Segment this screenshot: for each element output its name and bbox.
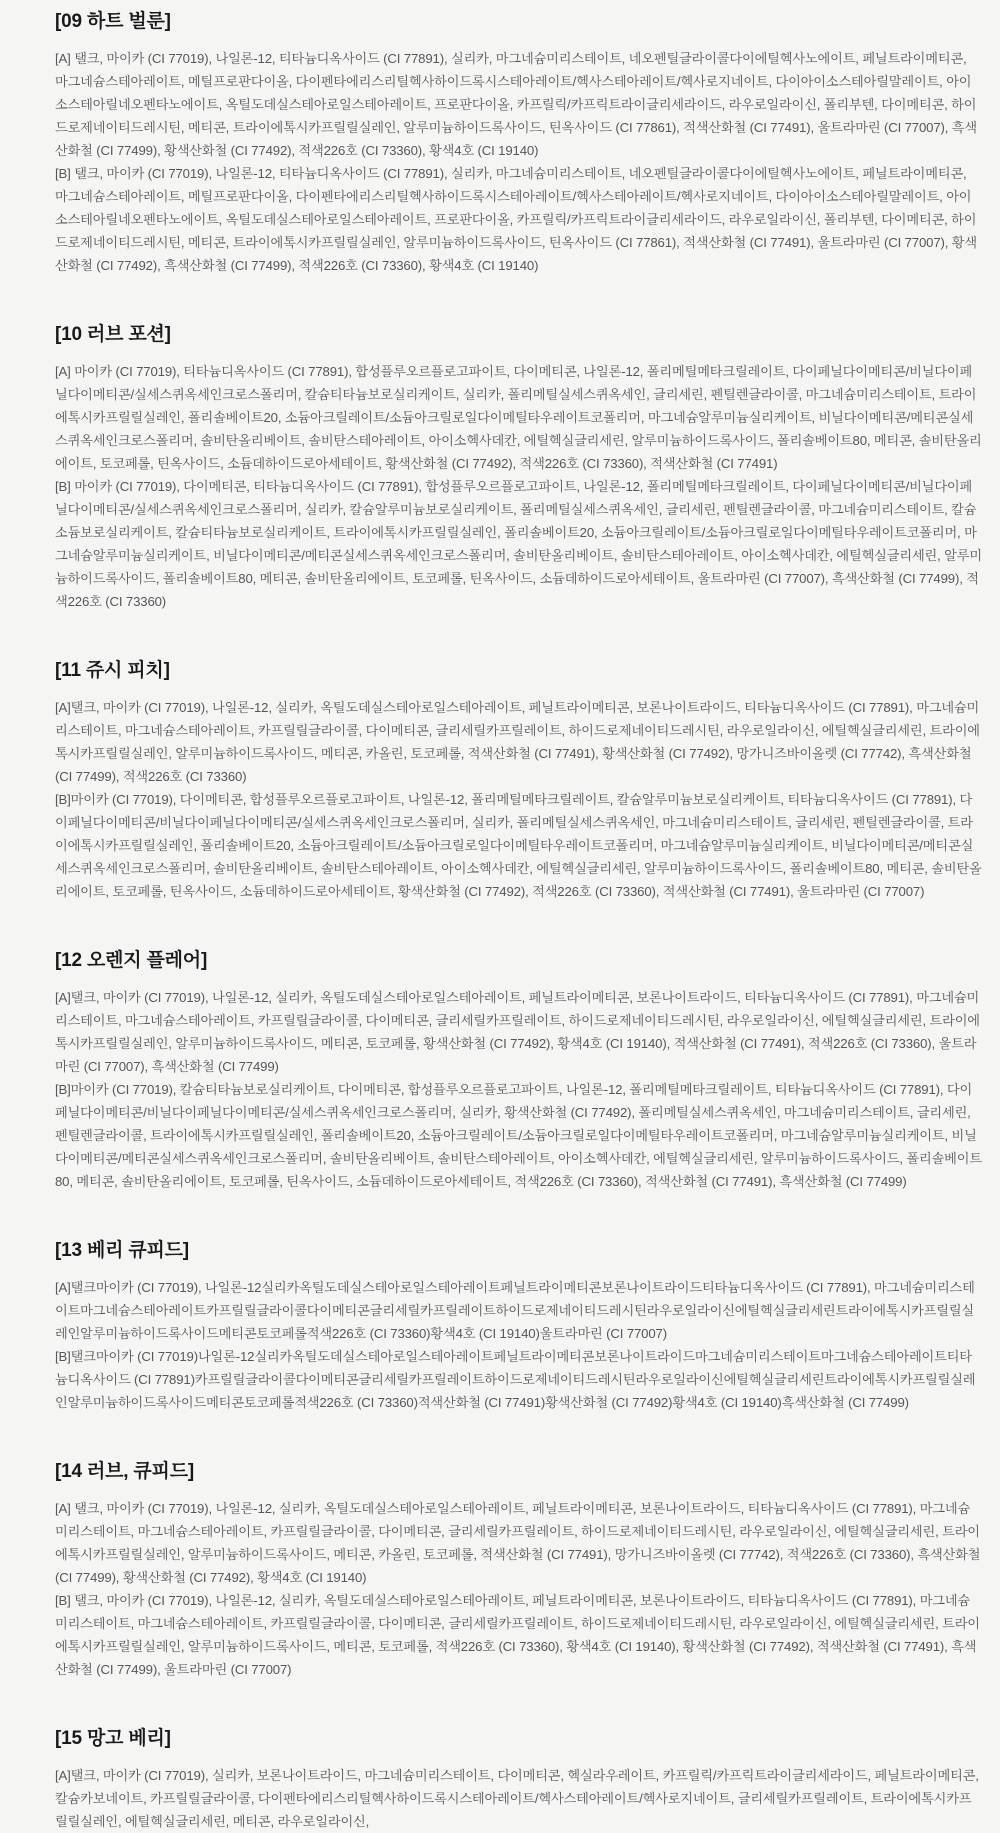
- ingredient-list-b: [B] 탤크, 마이카 (CI 77019), 나일론-12, 티타늄디옥사이드 (CI 77891), 실리카, 마그네슘미리스테이트, 네오펜틸글라이콜다이에틸헥사노에이트, 페닐트라이메티콘, 마그네슘스테아레이트, 메틸프로판다이올, 다이펜타에리스리틸헥사하이드록시스테아레이트/헥사스테아레이트/헥사로지네이트, 다이아이소스테아릴말레이트, 아이소스테아릴네오펜타노에이트, 옥틸도데실스테아로일스테아레이트, 프로판다이올, 카프릴릭/카프릭트라이글리세라이드, 라우로일라이신, 폴리부텐, 다이메티콘, 하이드로제네이티드레시틴, 메티콘, 트라이에톡시카프릴릴실레인, 알루미늄하이드록사이드, 틴옥사이드 (CI 77861), 적색산화철 (CI 77491), 울트라마린 (CI 77007), 황색산화철 (CI 77492), 흑색산화철 (CI 77499), 적색226호 (CI 73360), 황색4호 (CI 19140): [55, 166, 977, 273]
- section-10-love-potion: [55, 323, 982, 613]
- ingredient-list-a: [A]탤크, 마이카 (CI 77019), 나일론-12, 실리카, 옥틸도데실스테아로일스테아레이트, 페닐트라이메티콘, 보론나이트라이드, 티타늄디옥사이드 (CI 77891), 마그네슘미리스테이트, 마그네슘스테아레이트, 카프릴릴글라이콜, 다이메티콘, 글리세릴카프릴레이트, 하이드로제네이티드레시틴, 라우로일라이신, 에틸헥실글리세린, 트라이에톡시카프릴릴실레인, 알루미늄하이드록사이드, 메티콘, 카올린, 토코페롤, 적색산화철 (CI 77491), 황색산화철 (CI 77492), 망가니즈바이올렛 (CI 77742), 흑색산화철 (CI 77499), 적색226호 (CI 73360): [55, 700, 980, 784]
- section-09-heart-balloon: [55, 10, 982, 277]
- section-title: [13 베리 큐피드]: [55, 1240, 189, 1261]
- section-title: [10 러브 포션]: [55, 324, 171, 345]
- section-12-orange-flare: [55, 949, 982, 1193]
- ingredient-list-b: [B]탤크마이카 (CI 77019)나일론-12실리카옥틸도데실스테아로일스테아레이트페닐트라이메티콘보론나이트라이드마그네슘미리스테이트마그네슘스테아레이트티타늄디옥사이드 (CI 77891)카프릴릴글라이콜다이메티콘글리세릴카프릴레이트하이드로제네이티드레시틴라우로일라이신에틸헥실글리세린트라이에톡시카프릴릴실레인알루미늄하이드록사이드메티콘토코페롤적색226호 (CI 73360)적색산화철 (CI 77491)황색산화철 (CI 77492)황색4호 (CI 19140)흑색산화철 (CI 77499): [55, 1349, 976, 1410]
- section-title: [09 하트 벌룬]: [55, 11, 171, 32]
- ingredient-list-b: [B]마이카 (CI 77019), 칼슘티타늄보로실리케이트, 다이메티콘, 합성플루오르플로고파이트, 나일론-12, 폴리메틸메타크릴레이트, 티타늄디옥사이드 (CI 77891), 다이페닐다이메티콘/비닐다이페닐다이메티콘/실세스퀴옥세인크로스폴리머, 실리카, 황색산화철 (CI 77492), 폴리메틸실세스퀴옥세인, 마그네슘미리스테이트, 글리세린, 펜틸렌글라이콜, 트라이에톡시카프릴릴실레인, 폴리솔베이트20, 소듐아크릴레이트/소듐아크릴로일다이메틸타우레이트코폴리머, 마그네슘알루미늄실리케이트, 비닐다이메티콘/메티콘실세스퀴옥세인크로스폴리머, 솔비탄올리베이트, 솔비탄스테아레이트, 아이소헥사데칸, 에틸헥실글리세린, 알루미늄하이드록사이드, 폴리솔베이트80, 메티콘, 솔비탄올리에이트, 토코페롤, 틴옥사이드, 소듐데하이드로아세테이트, 적색226호 (CI 73360), 적색산화철 (CI 77491), 흑색산화철 (CI 77499): [55, 1082, 982, 1189]
- section-title: [14 러브, 큐피드]: [55, 1461, 194, 1482]
- section-13-berry-cupid: [55, 1239, 982, 1414]
- section-title: [12 오렌지 플레어]: [55, 950, 208, 971]
- section-11-juicy-peach: [55, 659, 982, 903]
- section-title: [11 쥬시 피치]: [55, 660, 170, 681]
- section-title: [15 망고 베리]: [55, 1728, 171, 1749]
- section-14-love-cupid: [55, 1460, 982, 1681]
- ingredient-list-b: [B]마이카 (CI 77019), 다이메티콘, 합성플루오르플로고파이트, 나일론-12, 폴리메틸메타크릴레이트, 칼슘알루미늄보로실리케이트, 티타늄디옥사이드 (CI 77891), 다이페닐다이메티콘/비닐다이페닐다이메티콘/실세스퀴옥세인크로스폴리머, 실리카, 폴리메틸실세스퀴옥세인, 마그네슘미리스테이트, 글리세린, 펜틸렌글라이콜, 트라이에톡시카프릴릴실레인, 폴리솔베이트20, 소듐아크릴레이트/소듐아크릴로일다이메틸타우레이트코폴리머, 마그네슘알루미늄실리케이트, 비닐다이메티콘/메티콘실세스퀴옥세인크로스폴리머, 솔비탄올리베이트, 솔비탄스테아레이트, 아이소헥사데칸, 에틸헥실글리세린, 알루미늄하이드록사이드, 폴리솔베이트80, 메티콘, 솔비탄올리에이트, 토코페롤, 틴옥사이드, 소듐데하이드로아세테이트, 황색산화철 (CI 77492), 적색226호 (CI 73360), 적색산화철 (CI 77491), 울트라마린 (CI 77007): [55, 792, 982, 899]
- ingredient-list-a: [A]탤크, 마이카 (CI 77019), 나일론-12, 실리카, 옥틸도데실스테아로일스테아레이트, 페닐트라이메티콘, 보론나이트라이드, 티타늄디옥사이드 (CI 77891), 마그네슘미리스테이트, 마그네슘스테아레이트, 카프릴릴글라이콜, 다이메티콘, 글리세릴카프릴레이트, 하이드로제네이티드레시틴, 라우로일라이신, 에틸헥실글리세린, 트라이에톡시카프릴릴실레인, 알루미늄하이드록사이드, 메티콘, 토코페롤, 황색산화철 (CI 77492), 황색4호 (CI 19140), 적색산화철 (CI 77491), 적색226호 (CI 73360), 울트라마린 (CI 77007), 흑색산화철 (CI 77499): [55, 990, 980, 1074]
- ingredient-list-a: [A]탤크, 마이카 (CI 77019), 실리카, 보론나이트라이드, 마그네슘미리스테이트, 다이메티콘, 헥실라우레이트, 카프릴릭/카프릭트라이글리세라이드, 페닐트라이메티콘, 칼슘카보네이트, 카프릴릴글라이콜, 다이펜타에리스리틸헥사하이드록시스테아레이트/헥사스테아레이트/헥사로지네이트, 글리세릴카프릴레이트, 트라이에톡시카프릴릴실레인, 에틸헥실글리세린, 메티콘, 라우로일라이신,: [55, 1768, 979, 1829]
- section-15-mango-berry: [55, 1727, 982, 1833]
- ingredient-list-a: [A] 탤크, 마이카 (CI 77019), 나일론-12, 실리카, 옥틸도데실스테아로일스테아레이트, 페닐트라이메티콘, 보론나이트라이드, 티타늄디옥사이드 (CI 77891), 마그네슘미리스테이트, 마그네슘스테아레이트, 카프릴릴글라이콜, 다이메티콘, 글리세릴카프릴레이트, 하이드로제네이티드레시틴, 라우로일라이신, 에틸헥실글리세린, 트라이에톡시카프릴릴실레인, 알루미늄하이드록사이드, 메티콘, 카올린, 토코페롤, 적색산화철 (CI 77491), 망가니즈바이올렛 (CI 77742), 적색226호 (CI 73360), 흑색산화철 (CI 77499), 황색산화철 (CI 77492), 황색4호 (CI 19140): [55, 1501, 981, 1585]
- ingredient-list-b: [B] 탤크, 마이카 (CI 77019), 나일론-12, 실리카, 옥틸도데실스테아로일스테아레이트, 페닐트라이메티콘, 보론나이트라이드, 티타늄디옥사이드 (CI 77891), 마그네슘미리스테이트, 마그네슘스테아레이트, 카프릴릴글라이콜, 다이메티콘, 글리세릴카프릴레이트, 하이드로제네이티드레시틴, 라우로일라이신, 에틸헥실글리세린, 트라이에톡시카프릴릴실레인, 알루미늄하이드록사이드, 메티콘, 토코페롤, 적색226호 (CI 73360), 황색4호 (CI 19140), 황색산화철 (CI 77492), 적색산화철 (CI 77491), 흑색산화철 (CI 77499), 울트라마린 (CI 77007): [55, 1593, 980, 1677]
- ingredient-list-a: [A]탤크마이카 (CI 77019), 나일론-12실리카옥틸도데실스테아로일스테아레이트페닐트라이메티콘보론나이트라이드티타늄디옥사이드 (CI 77891), 마그네슘미리스테이트마그네슘스테아레이트카프릴릴글라이콜다이메티콘글리세릴카프릴레이트하이드로제네이티드레시틴라우로일라이신에틸헥실글리세린트라이에톡시카프릴릴실레인알루미늄하이드록사이드메티콘토코페롤적색226호 (CI 73360)황색4호 (CI 19140)울트라마린 (CI 77007): [55, 1280, 975, 1341]
- ingredient-list-a: [A] 탤크, 마이카 (CI 77019), 나일론-12, 티타늄디옥사이드 (CI 77891), 실리카, 마그네슘미리스테이트, 네오펜틸글라이콜다이에틸헥사노에이트, 페닐트라이메티콘, 마그네슘스테아레이트, 메틸프로판다이올, 다이펜타에리스리틸헥사하이드록시스테아레이트/헥사스테아레이트/헥사로지네이트, 다이아이소스테아릴말레이트, 아이소스테아릴네오펜타노에이트, 옥틸도데실스테아로일스테아레이트, 프로판다이올, 카프릴릭/카프릭트라이글리세라이드, 라우로일라이신, 폴리부텐, 다이메티콘, 하이드로제네이티드레시틴, 메티콘, 트라이에톡시카프릴릴실레인, 알루미늄하이드록사이드, 틴옥사이드 (CI 77861), 적색산화철 (CI 77491), 울트라마린 (CI 77007), 흑색산화철 (CI 77499), 황색산화철 (CI 77492), 적색226호 (CI 73360), 황색4호 (CI 19140): [55, 51, 977, 158]
- ingredient-list-b: [B] 마이카 (CI 77019), 다이메티콘, 티타늄디옥사이드 (CI 77891), 합성플루오르플로고파이트, 나일론-12, 폴리메틸메타크릴레이트, 다이페닐다이메티콘/비닐다이페닐다이메티콘/실세스퀴옥세인크로스폴리머, 실리카, 칼슘알루미늄보로실리케이트, 폴리메틸실세스퀴옥세인, 글리세린, 펜틸렌글라이콜, 마그네슘미리스테이트, 칼슘소듐보로실리케이트, 칼슘티타늄보로실리케이트, 트라이에톡시카프릴릴실레인, 폴리솔베이트20, 소듐아크릴레이트/소듐아크릴로일다이메틸타우레이트코폴리머, 마그네슘알루미늄실리케이트, 비닐다이메티콘/메티콘실세스퀴옥세인크로스폴리머, 솔비탄올리베이트, 솔비탄스테아레이트, 아이소헥사데칸, 에틸헥실글리세린, 알루미늄하이드록사이드, 폴리솔베이트80, 메티콘, 솔비탄올리에이트, 토코페롤, 틴옥사이드, 소듐데하이드로아세테이트, 울트라마린 (CI 77007), 흑색산화철 (CI 77499), 적색226호 (CI 73360): [55, 479, 982, 609]
- ingredient-list-a: [A] 마이카 (CI 77019), 티타늄디옥사이드 (CI 77891), 합성플루오르플로고파이트, 다이메티콘, 나일론-12, 폴리메틸메타크릴레이트, 다이페닐다이메티콘/비닐다이페닐다이메티콘/실세스퀴옥세인크로스폴리머, 칼슘티타늄보로실리케이트, 실리카, 폴리메틸실세스퀴옥세인, 글리세린, 펜틸렌글라이콜, 마그네슘미리스테이트, 트라이에톡시카프릴릴실레인, 폴리솔베이트20, 소듐아크릴레이트/소듐아크릴로일다이메틸타우레이트코폴리머, 마그네슘알루미늄실리케이트, 비닐다이메티콘/메티콘실세스퀴옥세인크로스폴리머, 솔비탄올리베이트, 솔비탄스테아레이트, 아이소헥사데칸, 에틸헥실글리세린, 알루미늄하이드록사이드, 폴리솔베이트80, 메티콘, 솔비탄올리에이트, 토코페롤, 틴옥사이드, 소듐데하이드로아세테이트, 황색산화철 (CI 77492), 적색226호 (CI 73360), 적색산화철 (CI 77491): [55, 364, 982, 471]
